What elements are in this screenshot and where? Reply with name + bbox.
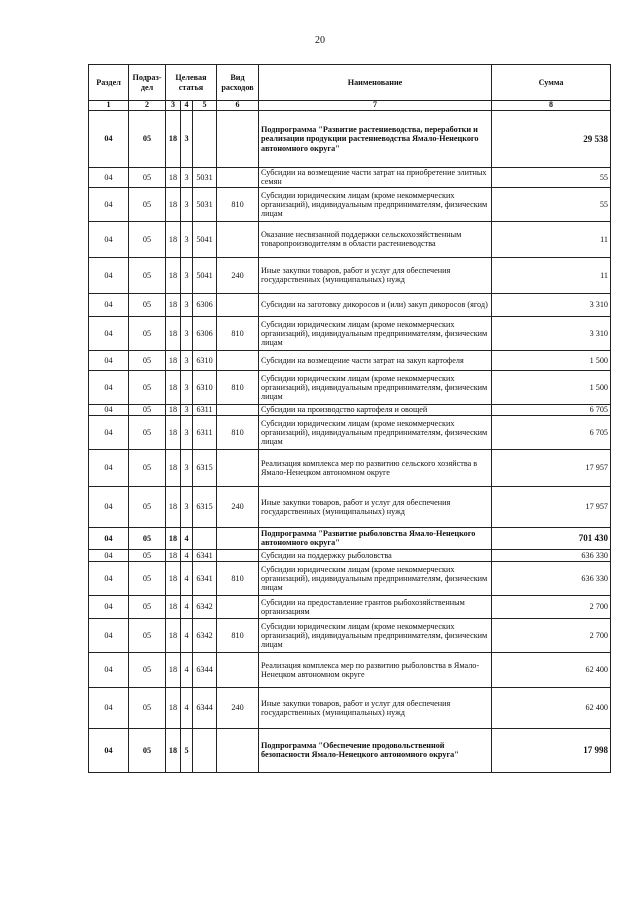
cell-target-direction [193, 110, 217, 167]
cell-razdel: 04 [89, 221, 129, 257]
cell-name: Реализация комплекса мер по развитию сельского хозяйства в Ямало-Ненецком автономном округе [259, 449, 492, 486]
cell-target-program: 18 [166, 221, 181, 257]
cell-sum: 29 538 [492, 110, 611, 167]
cell-name: Субсидии юридическим лицам (кроме некоммерческих организаций), индивидуальным предпринимателям, физическим лицам [259, 370, 492, 404]
cell-podrazdel: 05 [129, 110, 166, 167]
cell-expense-type [217, 221, 259, 257]
cell-target-program: 18 [166, 549, 181, 561]
cell-name: Субсидии юридическим лицам (кроме некоммерческих организаций), индивидуальным предпринимателям, физическим лицам [259, 187, 492, 221]
budget-table [88, 64, 611, 773]
cell-expense-type [217, 167, 259, 187]
cell-razdel: 04 [89, 527, 129, 549]
cell-target-direction: 6306 [193, 293, 217, 316]
table-row [89, 167, 611, 187]
cell-name: Подпрограмма "Развитие растениеводства, переработки и реализации продукции растениеводства Ямало-Ненецкого автономного округа" [259, 110, 492, 167]
cell-podrazdel: 05 [129, 257, 166, 293]
cell-target-program: 18 [166, 561, 181, 595]
cell-sum: 2 700 [492, 595, 611, 618]
cell-razdel: 04 [89, 110, 129, 167]
table-row [89, 449, 611, 486]
cell-name: Субсидии на возмещение части затрат на приобретение элитных семян [259, 167, 492, 187]
cell-target-program: 18 [166, 415, 181, 449]
cell-podrazdel: 05 [129, 187, 166, 221]
cell-sum: 55 [492, 187, 611, 221]
cell-target-program: 18 [166, 595, 181, 618]
cell-target-direction: 6341 [193, 561, 217, 595]
cell-podrazdel: 05 [129, 350, 166, 370]
cell-target-subprogram: 4 [181, 527, 193, 549]
table-row [89, 415, 611, 449]
cell-name: Иные закупки товаров, работ и услуг для обеспечения государственных (муниципальных) нужд [259, 687, 492, 728]
cell-expense-type: 810 [217, 415, 259, 449]
cell-expense-type: 810 [217, 316, 259, 350]
table-row [89, 561, 611, 595]
cell-target-program: 18 [166, 449, 181, 486]
cell-razdel: 04 [89, 595, 129, 618]
cell-podrazdel: 05 [129, 561, 166, 595]
cell-expense-type: 810 [217, 561, 259, 595]
cell-target-program: 18 [166, 404, 181, 415]
column-number: 2 [129, 101, 166, 111]
column-number: 3 [166, 101, 181, 111]
cell-name: Субсидии на заготовку дикоросов и (или) закуп дикоросов (ягод) [259, 293, 492, 316]
cell-expense-type [217, 350, 259, 370]
cell-razdel: 04 [89, 370, 129, 404]
cell-sum: 2 700 [492, 618, 611, 652]
cell-razdel: 04 [89, 167, 129, 187]
cell-target-direction: 6342 [193, 618, 217, 652]
cell-name: Реализация комплекса мер по развитию рыболовства в Ямало-Ненецком автономном округе [259, 652, 492, 687]
cell-target-subprogram: 3 [181, 221, 193, 257]
cell-target-program: 18 [166, 370, 181, 404]
cell-name: Оказание несвязанной поддержки сельскохозяйственным товаропроизводителям в области растениеводства [259, 221, 492, 257]
cell-target-subprogram: 4 [181, 561, 193, 595]
cell-target-program: 18 [166, 187, 181, 221]
cell-target-program: 18 [166, 110, 181, 167]
cell-razdel: 04 [89, 486, 129, 527]
cell-sum: 1 500 [492, 350, 611, 370]
cell-podrazdel: 05 [129, 449, 166, 486]
table-body [89, 110, 611, 772]
cell-target-direction: 6344 [193, 687, 217, 728]
table-row [89, 618, 611, 652]
cell-name: Субсидии юридическим лицам (кроме некоммерческих организаций), индивидуальным предпринимателям, физическим лицам [259, 415, 492, 449]
cell-name: Иные закупки товаров, работ и услуг для обеспечения государственных (муниципальных) нужд [259, 486, 492, 527]
cell-target-subprogram: 3 [181, 187, 193, 221]
cell-target-direction: 6310 [193, 350, 217, 370]
cell-name: Субсидии на производство картофеля и овощей [259, 404, 492, 415]
cell-name: Субсидии на предоставление грантов рыбохозяйственным организациям [259, 595, 492, 618]
cell-expense-type [217, 549, 259, 561]
cell-target-direction: 6311 [193, 415, 217, 449]
cell-expense-type [217, 449, 259, 486]
cell-razdel: 04 [89, 561, 129, 595]
cell-target-direction: 5031 [193, 167, 217, 187]
cell-podrazdel: 05 [129, 728, 166, 772]
table-row [89, 350, 611, 370]
cell-expense-type: 810 [217, 618, 259, 652]
cell-target-subprogram: 3 [181, 486, 193, 527]
cell-razdel: 04 [89, 404, 129, 415]
cell-target-program: 18 [166, 652, 181, 687]
cell-razdel: 04 [89, 415, 129, 449]
cell-razdel: 04 [89, 449, 129, 486]
cell-expense-type [217, 293, 259, 316]
cell-target-subprogram: 3 [181, 449, 193, 486]
column-number-row [89, 101, 611, 111]
cell-name: Субсидии на возмещение части затрат на закуп картофеля [259, 350, 492, 370]
cell-target-program: 18 [166, 486, 181, 527]
cell-target-direction: 6315 [193, 486, 217, 527]
cell-target-subprogram: 3 [181, 257, 193, 293]
cell-sum: 1 500 [492, 370, 611, 404]
cell-target-direction: 6344 [193, 652, 217, 687]
cell-target-direction: 5031 [193, 187, 217, 221]
cell-name: Субсидии на поддержку рыболовства [259, 549, 492, 561]
cell-podrazdel: 05 [129, 652, 166, 687]
cell-expense-type [217, 595, 259, 618]
table-row [89, 187, 611, 221]
cell-target-subprogram: 3 [181, 415, 193, 449]
table-row [89, 257, 611, 293]
cell-expense-type [217, 652, 259, 687]
column-number: 4 [181, 101, 193, 111]
cell-sum: 11 [492, 221, 611, 257]
cell-expense-type [217, 404, 259, 415]
cell-razdel: 04 [89, 187, 129, 221]
table-row [89, 728, 611, 772]
header-name: Наименование [259, 65, 492, 101]
cell-sum: 6 705 [492, 415, 611, 449]
cell-razdel: 04 [89, 728, 129, 772]
cell-name: Подпрограмма "Развитие рыболовства Ямало-Ненецкого автономного округа" [259, 527, 492, 549]
cell-target-subprogram: 3 [181, 404, 193, 415]
cell-target-program: 18 [166, 257, 181, 293]
column-number: 6 [217, 101, 259, 111]
cell-podrazdel: 05 [129, 370, 166, 404]
cell-expense-type [217, 728, 259, 772]
cell-target-direction: 6342 [193, 595, 217, 618]
cell-target-subprogram: 4 [181, 618, 193, 652]
cell-target-subprogram: 3 [181, 110, 193, 167]
cell-target-direction [193, 527, 217, 549]
header-vid: Вид расходов [217, 65, 259, 101]
table-row [89, 687, 611, 728]
cell-target-direction: 6311 [193, 404, 217, 415]
cell-expense-type: 240 [217, 257, 259, 293]
cell-target-program: 18 [166, 293, 181, 316]
cell-podrazdel: 05 [129, 486, 166, 527]
cell-target-subprogram: 3 [181, 167, 193, 187]
cell-target-program: 18 [166, 350, 181, 370]
table-row [89, 370, 611, 404]
cell-podrazdel: 05 [129, 221, 166, 257]
header-podrazdel: Подраз-дел [129, 65, 166, 101]
table-row [89, 404, 611, 415]
cell-sum: 6 705 [492, 404, 611, 415]
header-razdel: Раздел [89, 65, 129, 101]
cell-target-direction: 6310 [193, 370, 217, 404]
cell-name: Подпрограмма "Обеспечение продовольственной безопасности Ямало-Ненецкого автономного округа" [259, 728, 492, 772]
cell-target-direction: 6341 [193, 549, 217, 561]
cell-podrazdel: 05 [129, 293, 166, 316]
cell-target-subprogram: 3 [181, 293, 193, 316]
cell-razdel: 04 [89, 316, 129, 350]
cell-name: Иные закупки товаров, работ и услуг для обеспечения государственных (муниципальных) нужд [259, 257, 492, 293]
cell-target-program: 18 [166, 316, 181, 350]
cell-target-direction: 6306 [193, 316, 217, 350]
cell-sum: 636 330 [492, 549, 611, 561]
cell-podrazdel: 05 [129, 687, 166, 728]
cell-target-direction: 6315 [193, 449, 217, 486]
cell-razdel: 04 [89, 350, 129, 370]
table-row [89, 527, 611, 549]
cell-target-program: 18 [166, 687, 181, 728]
cell-sum: 3 310 [492, 316, 611, 350]
cell-podrazdel: 05 [129, 527, 166, 549]
cell-target-program: 18 [166, 728, 181, 772]
column-number: 5 [193, 101, 217, 111]
page-number: 20 [315, 35, 325, 46]
cell-expense-type: 240 [217, 486, 259, 527]
cell-target-subprogram: 3 [181, 350, 193, 370]
cell-sum: 17 998 [492, 728, 611, 772]
cell-podrazdel: 05 [129, 618, 166, 652]
table-row [89, 110, 611, 167]
cell-sum: 17 957 [492, 486, 611, 527]
table-row [89, 486, 611, 527]
cell-target-direction: 5041 [193, 221, 217, 257]
table-row [89, 595, 611, 618]
cell-sum: 62 400 [492, 652, 611, 687]
cell-target-program: 18 [166, 167, 181, 187]
cell-sum: 3 310 [492, 293, 611, 316]
cell-target-program: 18 [166, 618, 181, 652]
cell-razdel: 04 [89, 293, 129, 316]
cell-razdel: 04 [89, 687, 129, 728]
column-number: 8 [492, 101, 611, 111]
table-row [89, 293, 611, 316]
cell-name: Субсидии юридическим лицам (кроме некоммерческих организаций), индивидуальным предпринимателям, физическим лицам [259, 618, 492, 652]
header-sum: Сумма [492, 65, 611, 101]
cell-name: Субсидии юридическим лицам (кроме некоммерческих организаций), индивидуальным предпринимателям, физическим лицам [259, 316, 492, 350]
cell-podrazdel: 05 [129, 404, 166, 415]
cell-podrazdel: 05 [129, 415, 166, 449]
cell-podrazdel: 05 [129, 316, 166, 350]
table-row [89, 549, 611, 561]
cell-target-subprogram: 3 [181, 316, 193, 350]
cell-expense-type [217, 110, 259, 167]
cell-target-program: 18 [166, 527, 181, 549]
column-number: 7 [259, 101, 492, 111]
cell-razdel: 04 [89, 618, 129, 652]
header-row [89, 65, 611, 101]
cell-target-subprogram: 5 [181, 728, 193, 772]
cell-razdel: 04 [89, 652, 129, 687]
cell-expense-type: 810 [217, 370, 259, 404]
cell-expense-type: 810 [217, 187, 259, 221]
cell-target-direction: 5041 [193, 257, 217, 293]
cell-target-direction [193, 728, 217, 772]
cell-sum: 11 [492, 257, 611, 293]
cell-expense-type [217, 527, 259, 549]
cell-sum: 62 400 [492, 687, 611, 728]
header-celevaya: Целевая статья [166, 65, 217, 101]
cell-razdel: 04 [89, 549, 129, 561]
table-row [89, 316, 611, 350]
cell-name: Субсидии юридическим лицам (кроме некоммерческих организаций), индивидуальным предпринимателям, физическим лицам [259, 561, 492, 595]
cell-podrazdel: 05 [129, 167, 166, 187]
cell-sum: 636 330 [492, 561, 611, 595]
cell-target-subprogram: 4 [181, 687, 193, 728]
cell-sum: 701 430 [492, 527, 611, 549]
table-row [89, 652, 611, 687]
cell-podrazdel: 05 [129, 549, 166, 561]
column-number: 1 [89, 101, 129, 111]
cell-razdel: 04 [89, 257, 129, 293]
cell-expense-type: 240 [217, 687, 259, 728]
cell-target-subprogram: 4 [181, 595, 193, 618]
table-row [89, 221, 611, 257]
cell-sum: 17 957 [492, 449, 611, 486]
cell-target-subprogram: 3 [181, 370, 193, 404]
cell-target-subprogram: 4 [181, 652, 193, 687]
cell-target-subprogram: 4 [181, 549, 193, 561]
cell-sum: 55 [492, 167, 611, 187]
cell-podrazdel: 05 [129, 595, 166, 618]
